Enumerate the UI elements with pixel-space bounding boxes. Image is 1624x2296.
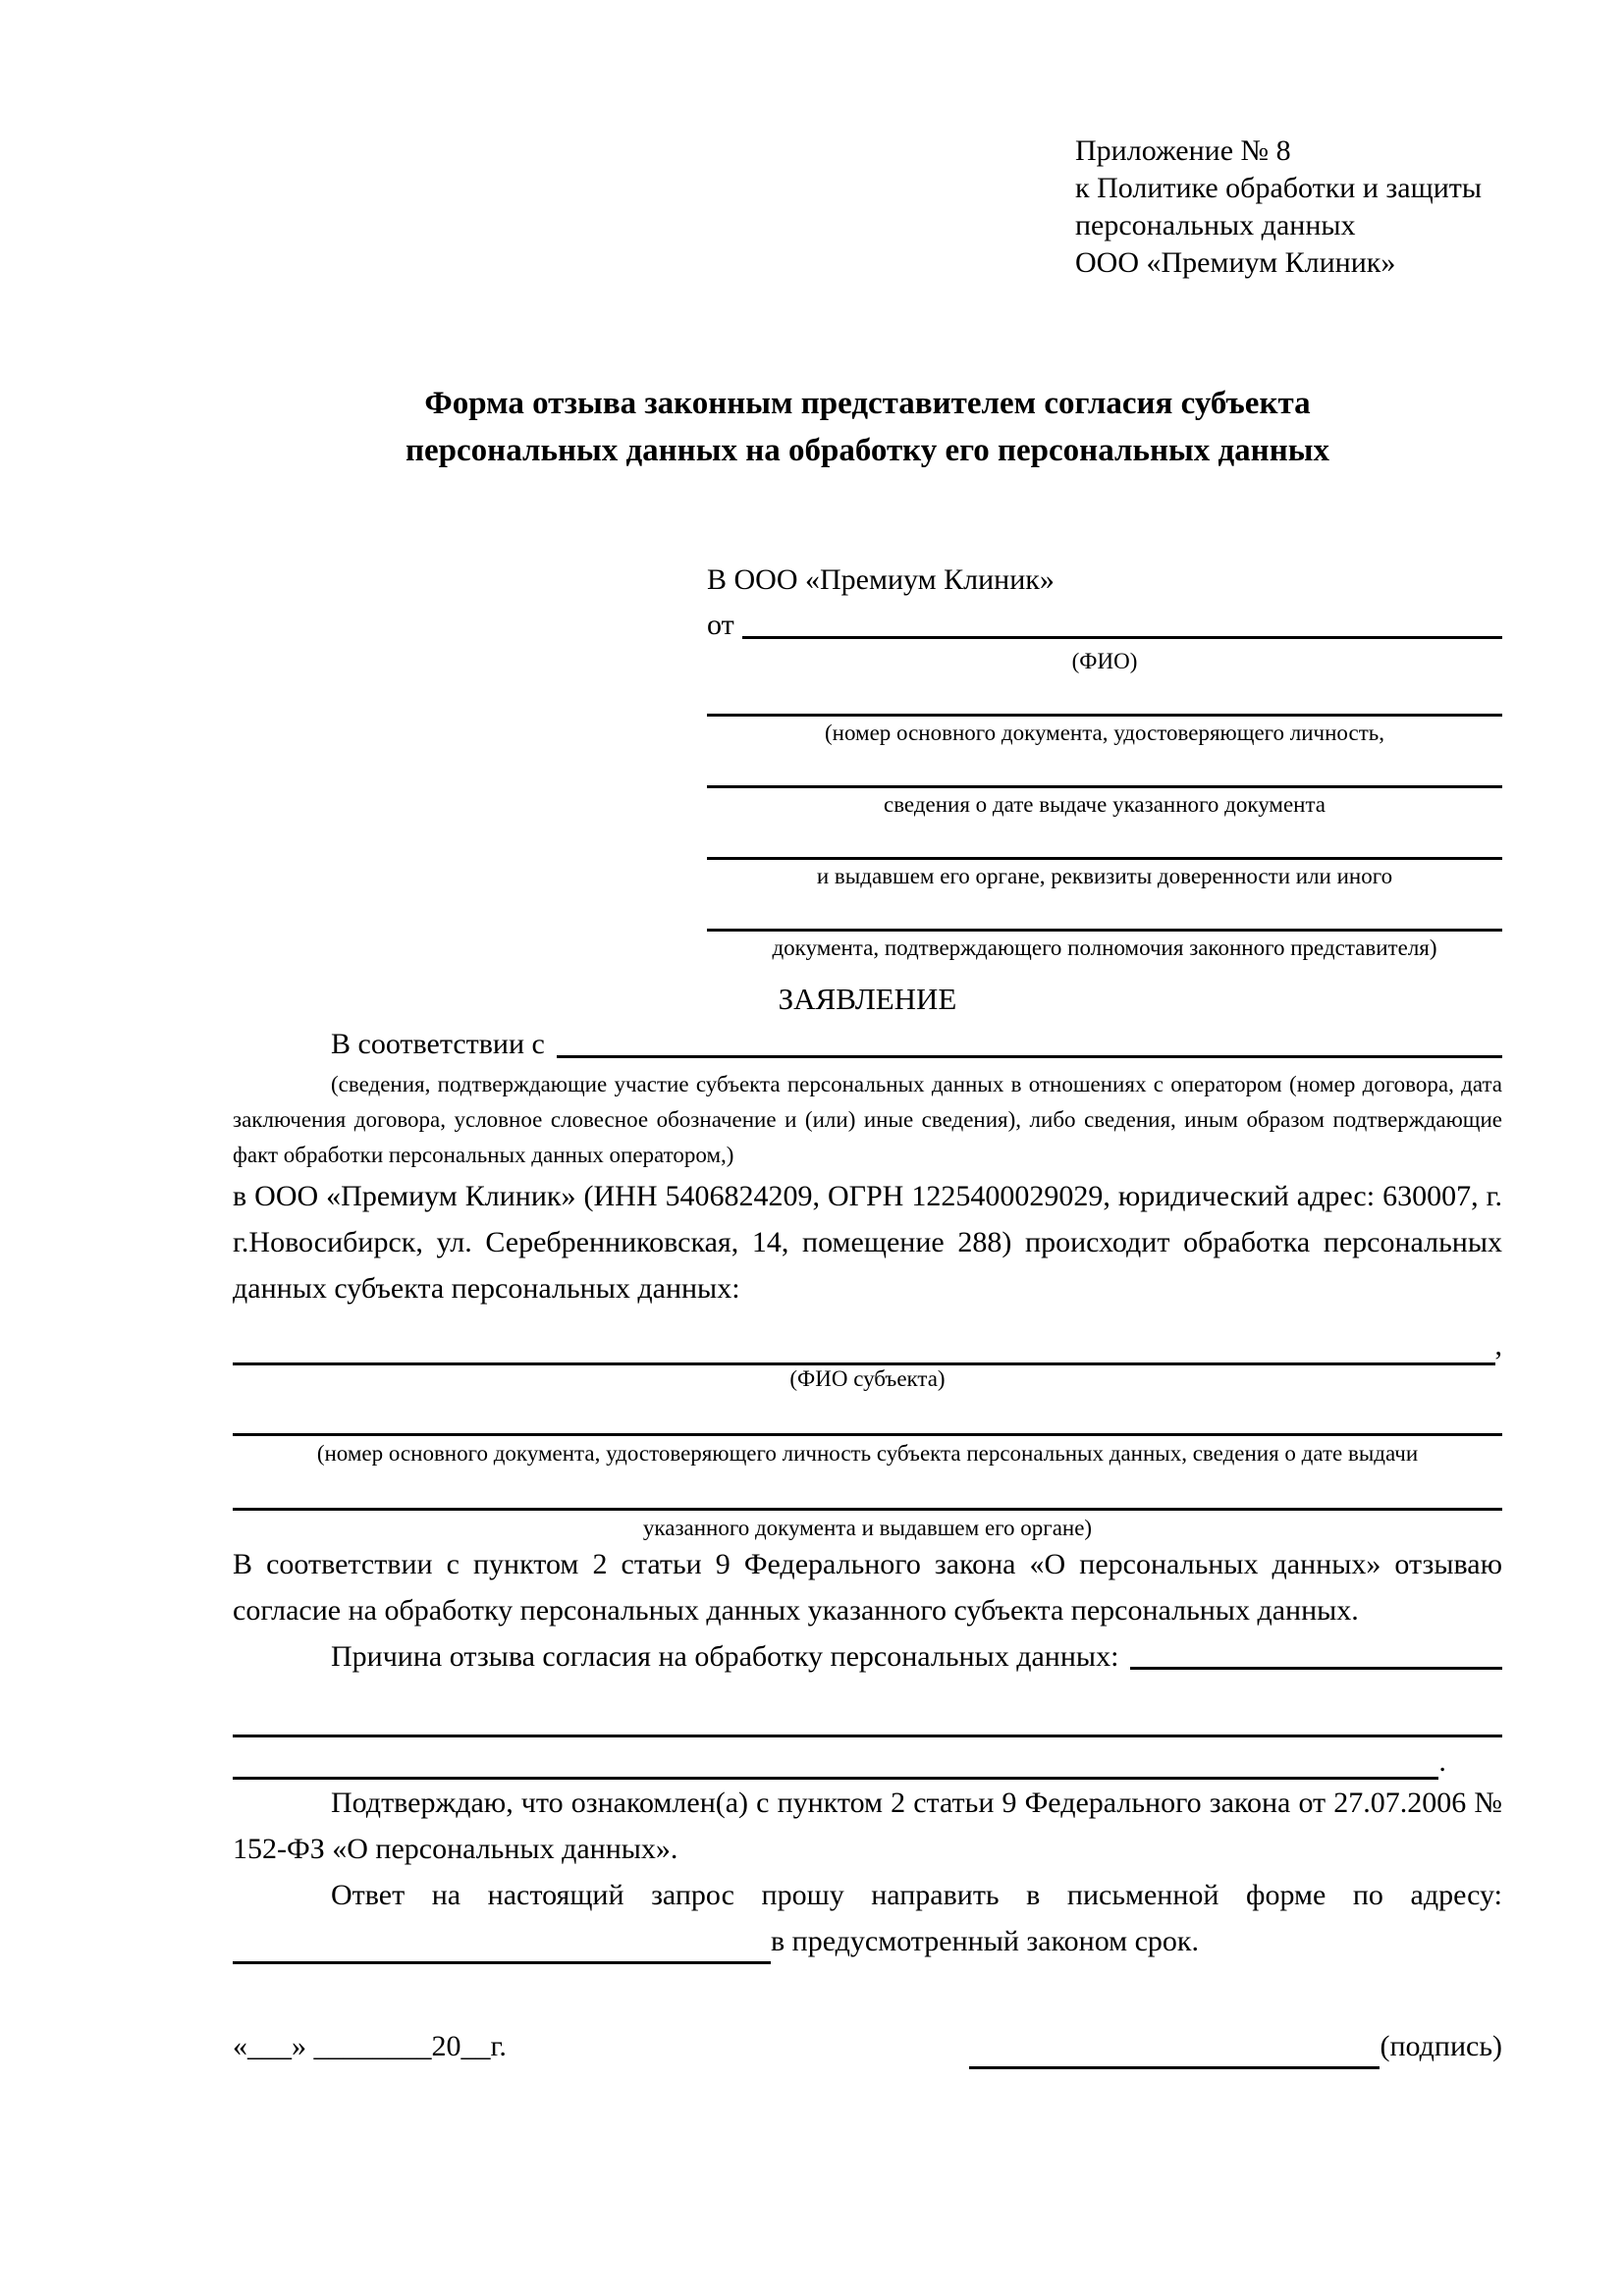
accordance-note: (сведения, подтверждающие участие субъекта персональных данных в отношениях с оператором (номер договора, дата заключения договора, условное словесное обозначение и (или) иные сведения), либо сведения, иным образом подтверждающие факт обработки персональных данных оператором,) [233, 1072, 1502, 1167]
blank-line [707, 758, 1502, 788]
date-blank: «___» ________20__г. [233, 2030, 507, 2062]
document-title: Форма отзыва законным представителем согласия субъекта персональных данных на обработку его персональных данных [406, 386, 1329, 468]
subject-doc-fill-line [233, 1478, 1502, 1511]
subject-fio-row [233, 1325, 1502, 1365]
doc-note: сведения о дате выдаче указанного документа [883, 792, 1326, 817]
appendix-header-line: ООО «Премиум Клиник» [1075, 246, 1396, 279]
reason-prefix: Причина отзыва согласия на обработку персональных данных: [331, 1640, 1119, 1673]
signature-note: (подпись) [1380, 2030, 1502, 2062]
subject-doc-note: (номер основного документа, удостоверяющего личность субъекта персональных данных, сведения о дате выдачи [316, 1441, 1419, 1466]
reason-fill-line [1130, 1633, 1502, 1670]
subject-doc-note: указанного документа и выдавшем его органе) [642, 1516, 1093, 1540]
operator-paragraph: в ООО «Премиум Клиник» (ИНН 5406824209, ОГРН 1225400029029, юридический адрес: 630007, г. г.Новосибирск, ул. Серебренниковская, 14, помещение 288) происходит обработка персональных данных субъекта персональных данных: [233, 1180, 1502, 1305]
doc-note: (номер основного документа, удостоверяющего личность, [824, 721, 1384, 745]
from-label: от [707, 609, 734, 641]
addressee-block [707, 558, 1502, 961]
blank-line [707, 829, 1502, 860]
appendix-header-line: персональных данных [1075, 209, 1356, 241]
reason-fill-line-full [233, 1693, 1502, 1737]
withdrawal-paragraph: В соответствии с пунктом 2 статьи 9 Федерального закона «О персональных данных» отзываю согласие на обработку персональных данных указанного субъекта персональных данных. [233, 1548, 1502, 1627]
appendix-header [1075, 133, 1502, 282]
blank-line [707, 901, 1502, 932]
doc-note: документа, подтверждающего полномочия законного представителя) [772, 935, 1437, 960]
fio-note: (ФИО) [1071, 649, 1138, 673]
reply-paragraph: Ответ на настоящий запрос прошу направить в письменной форме по адресу: [331, 1879, 1502, 1911]
subject-line-comma: , [1494, 1329, 1502, 1362]
from-row [707, 603, 1502, 648]
blank-line [707, 686, 1502, 717]
footer-row [233, 2023, 1502, 2069]
accordance-prefix: В соответствии с [331, 1028, 545, 1060]
fio-fill-line [742, 603, 1502, 639]
reply-suffix: в предусмотренный законом срок. [771, 1925, 1199, 1957]
reason-fill-row [233, 1737, 1502, 1780]
doc-note: и выдавшем его органе, реквизиты доверенности или иного [816, 864, 1393, 888]
subject-doc-fill-line [233, 1404, 1502, 1436]
reason-fill-line-short [233, 1737, 1438, 1780]
signature-part [969, 2023, 1502, 2069]
accordance-fill-line [557, 1022, 1502, 1058]
accordance-row [233, 1022, 1502, 1067]
confirm-paragraph: Подтверждаю, что ознакомлен(а) с пунктом 2 статьи 9 Федерального закона от 27.07.2006 № 152-ФЗ «О персональных данных». [233, 1787, 1502, 1865]
reply-address-fill-line [233, 1926, 771, 1964]
subject-fio-note: (ФИО субъекта) [789, 1366, 946, 1391]
subject-fio-fill-line [233, 1325, 1495, 1365]
addressee-organization: В ООО «Премиум Клиник» [707, 563, 1055, 596]
appendix-header-line: к Политике обработки и защиты [1075, 172, 1483, 204]
reason-row [233, 1633, 1502, 1680]
signature-fill-line [969, 2031, 1380, 2069]
appendix-header-line: Приложение № 8 [1075, 134, 1291, 167]
reply-address-row [233, 1918, 1502, 1964]
reason-line-period: . [1438, 1745, 1446, 1778]
statement-heading: ЗАЯВЛЕНИЕ [778, 982, 957, 1016]
